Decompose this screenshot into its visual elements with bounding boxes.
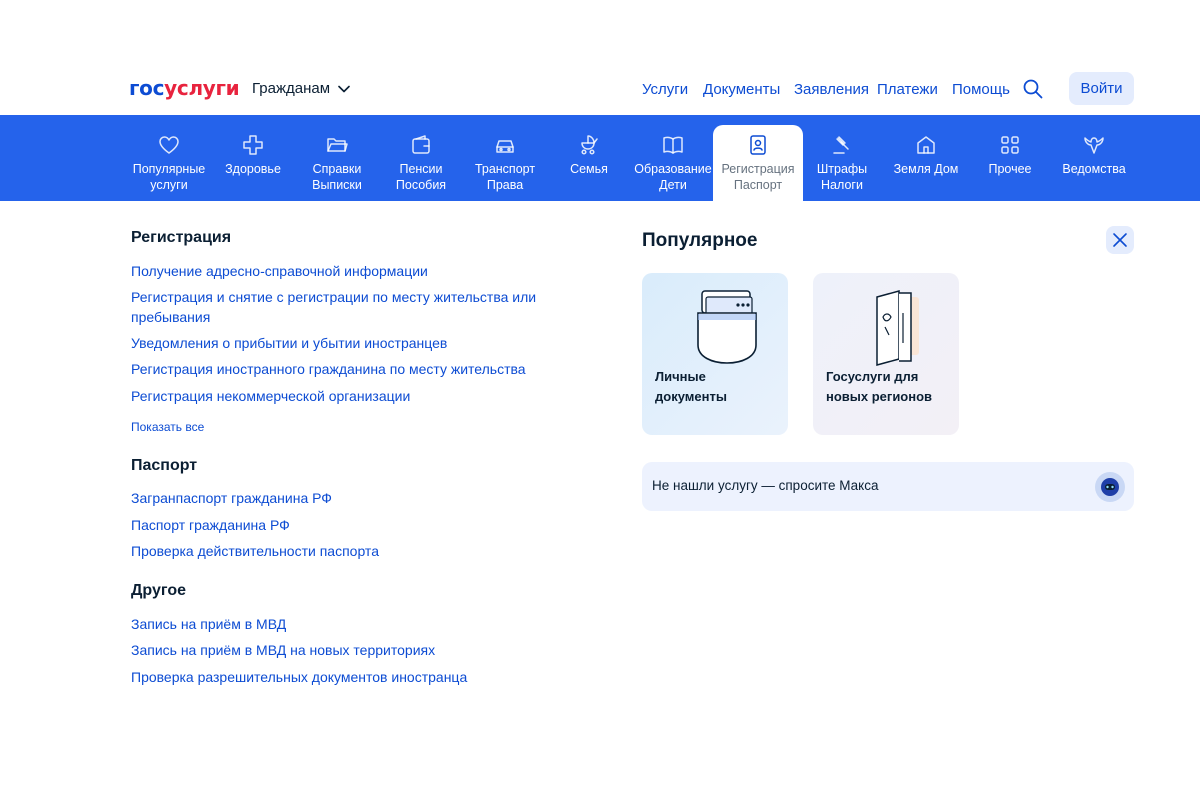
category-label: Здоровье [225, 162, 281, 176]
nav-platezhi[interactable]: Платежи [877, 81, 938, 98]
id-badge-icon [746, 133, 770, 157]
category-label: Ведомства [1062, 162, 1126, 176]
card-title: Госуслуги для новых регионов [826, 369, 933, 404]
category-label: Образование Дети [634, 162, 712, 192]
logo-part-gos: гос [129, 76, 165, 100]
category-label: Семья [570, 162, 608, 176]
popular-card-personal-documents[interactable] [642, 273, 788, 435]
wallet-icon [409, 133, 433, 157]
nav-dokumenty[interactable]: Документы [703, 81, 781, 98]
category-certificates[interactable] [293, 125, 381, 201]
category-label: Штрафы Налоги [816, 162, 868, 192]
search-button[interactable] [1022, 78, 1044, 100]
category-education[interactable] [629, 125, 717, 201]
popular-card-new-regions[interactable] [813, 273, 959, 435]
stroller-icon [577, 133, 601, 157]
nav-uslugi[interactable]: Услуги [642, 81, 689, 98]
link-registration-residence[interactable]: Регистрация и снятие с регистрации по месту жительства или пребывания [131, 289, 537, 325]
category-transport[interactable] [461, 125, 549, 201]
section-title-other: Другое [131, 582, 186, 599]
category-bar [0, 115, 1200, 201]
category-agencies[interactable] [1050, 125, 1138, 201]
category-label: Пенсии Пособия [395, 162, 447, 192]
category-health[interactable] [209, 125, 297, 201]
book-icon [661, 133, 685, 157]
chevron-down-icon [338, 85, 350, 93]
category-registration-passport[interactable] [713, 125, 803, 201]
audience-selector[interactable] [252, 80, 350, 97]
document-pocket-icon [692, 287, 762, 367]
close-icon [1112, 232, 1128, 248]
login-button[interactable]: Войти [1069, 72, 1134, 105]
category-land-house[interactable] [882, 125, 970, 201]
link-nonprofit-registration[interactable]: Регистрация некоммерческой организации [131, 388, 411, 404]
link-address-info[interactable]: Получение адресно-справочной информации [131, 263, 428, 279]
audience-label: Гражданам [252, 80, 331, 97]
emblem-icon [1082, 133, 1106, 157]
section-title-passport: Паспорт [131, 457, 198, 474]
category-other[interactable] [966, 125, 1054, 201]
link-passport-validity[interactable]: Проверка действительности паспорта [131, 543, 379, 559]
car-icon [493, 133, 517, 157]
nav-zayavleniya[interactable]: Заявления [794, 81, 870, 98]
heart-icon [157, 133, 181, 157]
search-icon [1022, 78, 1044, 100]
logo-part-uslugi: услуги [164, 76, 240, 100]
ask-max-text: Не нашли услугу — спросите Макса [652, 478, 879, 493]
header [0, 0, 1200, 115]
category-label: Земля Дом [893, 162, 959, 176]
passport-booklet-icon [863, 287, 933, 367]
show-all-link[interactable]: Показать все [131, 420, 205, 434]
link-mvd-appointment-new-territories[interactable]: Запись на приём в МВД на новых территориях [131, 642, 436, 658]
category-label: Популярные услуги [132, 162, 206, 192]
category-label: Транспорт Права [474, 162, 536, 192]
link-foreigner-documents-check[interactable]: Проверка разрешительных документов иностранца [131, 669, 468, 685]
gosuslugi-logo[interactable] [129, 76, 239, 100]
category-label: Справки Выписки [312, 162, 362, 192]
medical-cross-icon [241, 133, 265, 157]
close-button[interactable] [1106, 226, 1134, 254]
link-foreign-citizen-registration[interactable]: Регистрация иностранного гражданина по месту жительства [131, 361, 526, 377]
robot-assistant-icon [1095, 472, 1125, 502]
category-pensions[interactable] [377, 125, 465, 201]
card-title: Личные документы [655, 369, 727, 404]
link-internal-passport[interactable]: Паспорт гражданина РФ [131, 517, 290, 533]
category-label: Регистрация Паспорт [721, 162, 795, 192]
section-title-registration: Регистрация [131, 229, 232, 246]
link-foreigners-notifications[interactable]: Уведомления о прибытии и убытии иностранцев [131, 335, 448, 351]
category-label: Прочее [988, 162, 1032, 176]
nav-pomoshch[interactable]: Помощь [952, 81, 1010, 98]
gavel-icon [830, 133, 854, 157]
ask-max-bar[interactable] [642, 462, 1134, 511]
category-family[interactable] [545, 125, 633, 201]
link-mvd-appointment[interactable]: Запись на приём в МВД [131, 616, 287, 632]
category-fines[interactable] [798, 125, 886, 201]
popular-title: Популярное [642, 230, 758, 251]
link-foreign-passport[interactable]: Загранпаспорт гражданина РФ [131, 490, 332, 506]
house-icon [914, 133, 938, 157]
folder-icon [325, 133, 349, 157]
category-popular[interactable] [125, 125, 213, 201]
grid-icon [998, 133, 1022, 157]
